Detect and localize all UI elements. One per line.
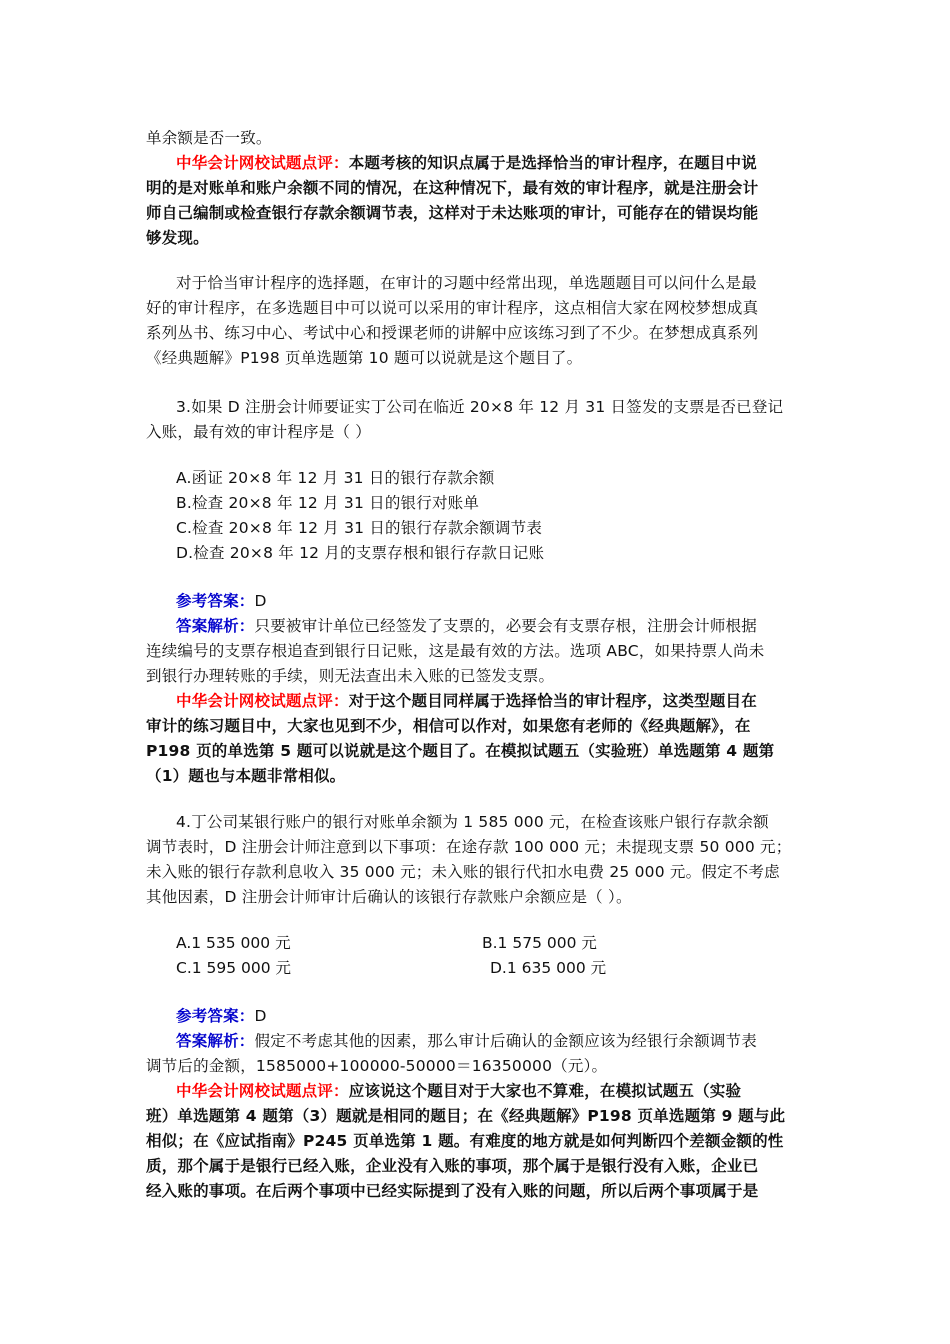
- analysis-line: 连续编号的支票存根追查到银行日记账，这是最有效的方法。选项 ABC，如果持票人尚未: [146, 642, 765, 660]
- text-line: 单余额是否一致。: [146, 129, 272, 147]
- comment-line: 班）单选题第 4 题第（3）题就是相同的题目；在《经典题解》P198 页单选题第 9 题与此: [146, 1107, 786, 1125]
- option-b: B.1 575 000 元: [482, 934, 597, 952]
- comment-line: 质，那个属于是银行已经入账，企业没有入账的事项，那个属于是银行没有入账，企业已: [146, 1157, 759, 1175]
- comment-text: 应该说这个题目对于大家也不算难，在模拟试题五（实验: [348, 1082, 742, 1100]
- analysis-line: [176, 614, 757, 639]
- paragraph-line: 系列丛书、练习中心、考试中心和授课老师的讲解中应该练习到了不少。在梦想成真系列: [146, 324, 759, 342]
- comment-label: 中华会计网校试题点评：: [176, 692, 349, 710]
- option-c: C.检查 20×8 年 12 月 31 日的银行存款余额调节表: [176, 519, 543, 537]
- question-3-line: 3.如果 D 注册会计师要证实丁公司在临近 20×8 年 12 月 31 日签发的支票是否已登记: [176, 398, 784, 416]
- comment-line: 明的是对账单和账户余额不同的情况，在这种情况下，最有效的审计程序，就是注册会计: [146, 179, 759, 197]
- comment-line: （1）题也与本题非常相似。: [146, 767, 346, 785]
- answer-value: D: [254, 1007, 267, 1025]
- comment-text: 本题考核的知识点属于是选择恰当的审计程序，在题目中说: [348, 154, 757, 172]
- answer-label: 参考答案：: [176, 592, 255, 610]
- question-4-line: 未入账的银行存款利息收入 35 000 元；未入账的银行代扣水电费 25 000 元。假定不考虑: [146, 863, 780, 881]
- analysis-text: 只要被审计单位已经签发了支票的，必要会有支票存根，注册会计师根据: [254, 617, 757, 635]
- paragraph-line: 《经典题解》P198 页单选题第 10 题可以说就是这个题目了。: [146, 349, 583, 367]
- comment-line: 审计的练习题目中，大家也见到不少，相信可以作对，如果您有老师的《经典题解》，在: [146, 717, 751, 735]
- option-d: D.1 635 000 元: [490, 959, 607, 977]
- comment-line: [176, 1079, 741, 1104]
- comment-text: 对于这个题目同样属于选择恰当的审计程序，这类型题目在: [348, 692, 757, 710]
- analysis-label: 答案解析：: [176, 1032, 255, 1050]
- analysis-line: [176, 1029, 757, 1054]
- paragraph-line: 对于恰当审计程序的选择题，在审计的习题中经常出现，单选题题目可以问什么是最: [176, 274, 757, 292]
- analysis-text: 假定不考虑其他的因素，那么审计后确认的金额应该为经银行余额调节表: [254, 1032, 757, 1050]
- answer-line: [176, 1004, 267, 1029]
- option-b: B.检查 20×8 年 12 月 31 日的银行对账单: [176, 494, 480, 512]
- comment-line: [176, 689, 757, 714]
- analysis-line: 到银行办理转账的手续，则无法查出未入账的已签发支票。: [146, 667, 555, 685]
- answer-value: D: [254, 592, 267, 610]
- option-a: A.函证 20×8 年 12 月 31 日的银行存款余额: [176, 469, 495, 487]
- comment-label: 中华会计网校试题点评：: [176, 1082, 349, 1100]
- question-3-line: 入账，最有效的审计程序是（ ）: [146, 423, 371, 441]
- comment-line: [176, 151, 757, 176]
- comment-line: 够发现。: [146, 229, 209, 247]
- comment-line: 经入账的事项。在后两个事项中已经实际提到了没有入账的问题，所以后两个事项属于是: [146, 1182, 759, 1200]
- analysis-label: 答案解析：: [176, 617, 255, 635]
- option-a: A.1 535 000 元: [176, 934, 291, 952]
- question-4-line: 4.丁公司某银行账户的银行对账单余额为 1 585 000 元，在检查该账户银行存款余额: [176, 813, 769, 831]
- comment-line: 相似；在《应试指南》P245 页单选第 1 题。有难度的地方就是如何判断四个差额金额的性: [146, 1132, 784, 1150]
- answer-label: 参考答案：: [176, 1007, 255, 1025]
- paragraph-line: 好的审计程序，在多选题目中可以说可以采用的审计程序，这点相信大家在网校梦想成真: [146, 299, 759, 317]
- answer-line: [176, 589, 267, 614]
- comment-line: P198 页的单选第 5 题可以说就是这个题目了。在模拟试题五（实验班）单选题第 4 题第: [146, 742, 775, 760]
- option-d: D.检查 20×8 年 12 月的支票存根和银行存款日记账: [176, 544, 545, 562]
- question-4-line: 调节表时，D 注册会计师注意到以下事项：在途存款 100 000 元；未提现支票 50 000 元；: [146, 838, 792, 856]
- comment-label: 中华会计网校试题点评：: [176, 154, 349, 172]
- comment-line: 师自己编制或检查银行存款余额调节表，这样对于未达账项的审计，可能存在的错误均能: [146, 204, 759, 222]
- option-c: C.1 595 000 元: [176, 959, 292, 977]
- analysis-line: 调节后的金额，1585000+100000-50000＝16350000（元）。: [146, 1057, 608, 1075]
- question-4-line: 其他因素，D 注册会计师审计后确认的该银行存款账户余额应是（ ）。: [146, 888, 632, 906]
